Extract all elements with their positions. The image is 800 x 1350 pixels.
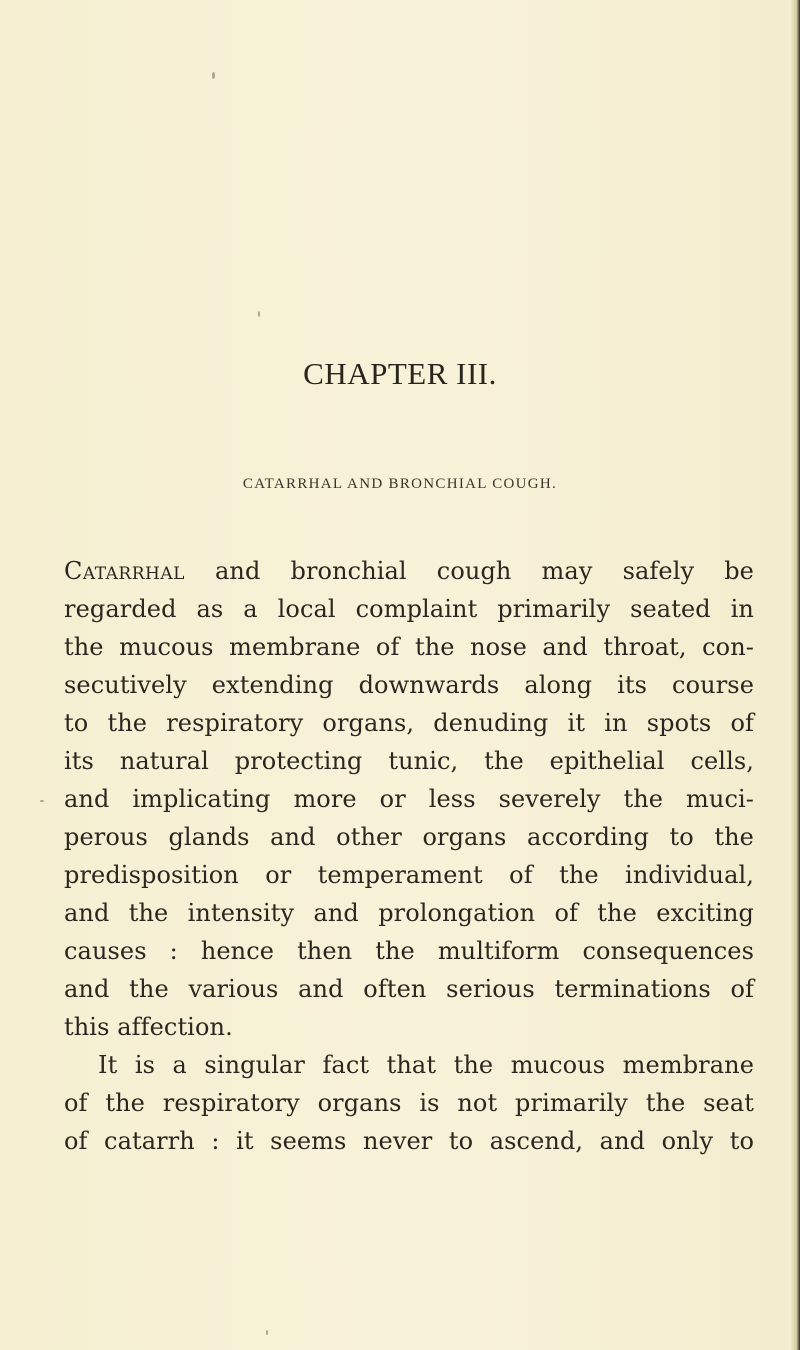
text-line: and the various and often serious terminations of [64, 975, 754, 1003]
text-line: this affection. [64, 1013, 233, 1041]
body-text [64, 552, 754, 1160]
chapter-title: CHAPTER III. [303, 356, 497, 391]
text-line: predisposition or temperament of the individual, [64, 861, 754, 889]
text-line: causes : hence then the multiform consequences [64, 937, 754, 965]
text-line: its natural protecting tunic, the epithelial cells, [64, 747, 754, 775]
text-line: perous glands and other organs according to the [64, 823, 754, 851]
text-line: and the intensity and prolongation of the exciting [64, 899, 754, 927]
section-heading: CATARRHAL AND BRONCHIAL COUGH. [242, 476, 558, 492]
paper-speck [266, 1330, 268, 1335]
page-edge-shadow [791, 0, 800, 1350]
paper-speck [212, 72, 215, 79]
text-line: regarded as a local complaint primarily seated in [64, 595, 754, 623]
text-span: and bronchial cough may safely be [184, 557, 754, 585]
text-line: It is a singular fact that the mucous membrane [98, 1051, 754, 1079]
paper-speck [40, 800, 44, 802]
text-line: of the respiratory organs is not primarily the seat [64, 1089, 754, 1117]
text-line: and implicating more or less severely the muci- [64, 785, 754, 813]
paper-speck [258, 311, 260, 317]
text-line: to the respiratory organs, denuding it in spots of [64, 709, 754, 737]
text-line: the mucous membrane of the nose and throat, con- [64, 633, 754, 661]
opening-word: Catarrhal [64, 557, 185, 585]
text-line: of catarrh : it seems never to ascend, and only to [64, 1127, 754, 1155]
text-line [64, 552, 754, 590]
text-line: secutively extending downwards along its course [64, 671, 754, 699]
